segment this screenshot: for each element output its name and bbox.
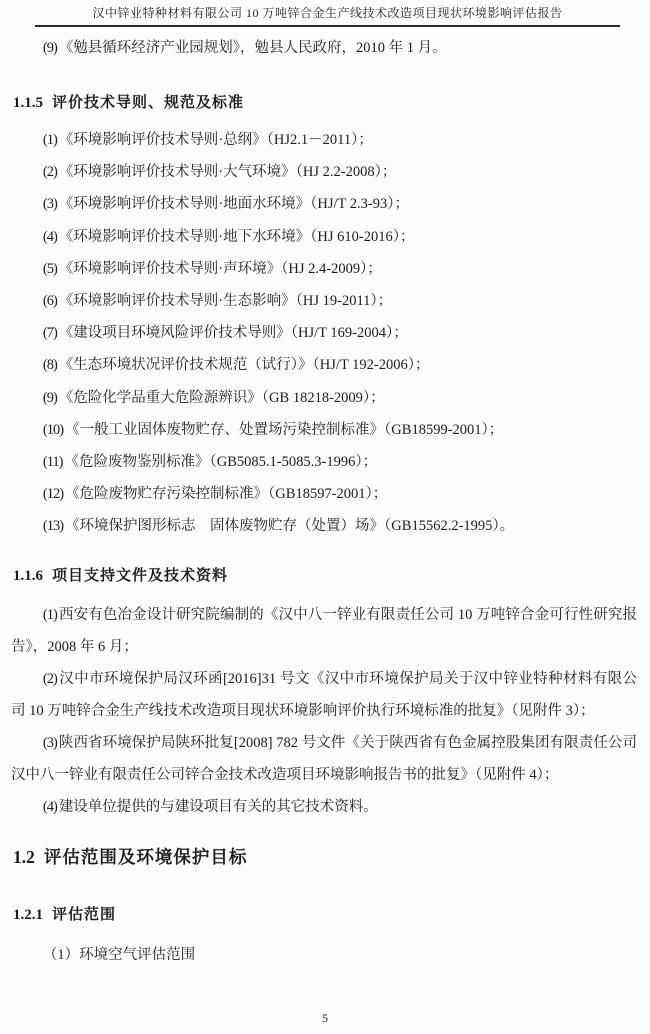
section-number: 1.1.5: [13, 95, 43, 111]
standard-item-text: 《环境影响评价技术导则·大气环境》（HJ 2.2-2008）；: [58, 164, 397, 181]
standard-item-number: (13): [42, 518, 64, 535]
page-number: 5: [322, 1011, 328, 1025]
standard-item-number: (12): [42, 486, 64, 503]
standard-item: [11, 382, 637, 414]
document-item-text: 汉中市环境保护局汉环函[2016]31 号文《汉中市环境保护局关于汉中锌业特种材料有限公司 10 万吨锌合金生产线技术改造项目现状环境影响评价执行环境标准的批复》（见附件 3）；: [11, 670, 637, 719]
section-heading-1-2: [13, 844, 637, 870]
standard-item-number: (11): [42, 454, 63, 471]
standard-item: [11, 221, 637, 253]
standard-item: [11, 253, 637, 285]
reference-item: [11, 32, 637, 64]
section-title: 项目支持文件及技术资料: [52, 566, 229, 584]
sub-heading-air-scope: （1）环境空气评估范围: [42, 946, 196, 963]
document-item: [11, 599, 637, 663]
document-item-text: 陕西省环境保护局陕环批复[2008] 782 号文件《关于陕西省有色金属控股集团有限责任公司汉中八一锌业有限责任公司锌合金技术改造项目环境影响报告书的批复》（见附件 4）；: [11, 734, 637, 783]
header-title: 汉中锌业特种材料有限公司 10 万吨锌合金生产线技术改造项目现状环境影响评估报告: [92, 6, 563, 20]
documents-list: [11, 599, 637, 823]
standard-item-number: (2): [42, 164, 57, 181]
document-item-text: 西安有色冶金设计研究院编制的《汉中八一锌业有限责任公司 10 万吨锌合金可行性研究报告》，2008 年 6 月；: [11, 606, 637, 655]
document-item-number: (2): [42, 670, 57, 687]
standard-item: [11, 414, 637, 446]
standard-item: [11, 478, 637, 510]
standard-item-number: (9): [42, 389, 57, 406]
standard-item-text: 《环境影响评价技术导则·地面水环境》（HJ/T 2.3-93）；: [58, 196, 409, 213]
standard-item-text: 《环境影响评价技术导则·总纲》（HJ2.1－2011）；: [58, 132, 373, 148]
document-item-number: (3): [42, 734, 57, 751]
standard-item-text: 《危险废物鉴别标准》（GB5085.1-5085.3-1996）；: [64, 454, 378, 471]
section-title: 评价技术导则、规范及标准: [52, 94, 245, 111]
standard-item-text: 《生态环境状况评价技术规范（试行）》（HJ/T 192-2006）；: [58, 357, 430, 374]
standard-item-text: 《建设项目环境风险评价技术导则》（HJ/T 169-2004）；: [58, 325, 408, 342]
standard-item-number: (7): [42, 325, 57, 342]
section-heading-1-1-6: [13, 565, 637, 587]
section-heading-1-2-1: [13, 904, 637, 926]
standard-item-number: (10): [42, 421, 64, 438]
document-item-number: (4): [42, 798, 57, 815]
page-body: [0, 32, 650, 971]
standards-list: [11, 124, 637, 543]
header-rule: [35, 25, 620, 27]
standard-item-number: (5): [42, 260, 57, 277]
standard-item: [11, 156, 637, 188]
standard-item-number: (4): [42, 228, 57, 245]
document-item-number: (1): [42, 606, 57, 623]
section-number: 1.1.6: [13, 567, 43, 584]
standard-item-text: 《危险化学品重大危险源辨识》（GB 18218-2009）；: [58, 389, 385, 406]
standard-item-text: 《环境影响评价技术导则·生态影响》（HJ 19-2011）；: [58, 293, 393, 310]
standard-item-number: (6): [42, 293, 57, 310]
page-header: [0, 0, 650, 27]
section-number: 1.2.1: [13, 906, 43, 923]
standard-item: [11, 349, 637, 381]
section-number: 1.2: [13, 846, 35, 867]
standard-item: [11, 510, 637, 542]
reference-item-number: (9): [42, 40, 57, 56]
document-item-text: 建设单位提供的与建设项目有关的其它技术资料。: [58, 798, 378, 815]
standard-item-number: (1): [42, 132, 57, 148]
standard-item-text: 《环境影响评价技术导则·地下水环境》（HJ 610-2016）；: [58, 228, 415, 245]
document-item: [11, 663, 637, 727]
reference-item-text: 《勉县循环经济产业园规划》，勉县人民政府，2010 年 1 月。: [58, 40, 447, 56]
standard-item: [11, 124, 637, 156]
standard-item-text: 《一般工业固体废物贮存、处置场污染控制标准》（GB18599-2001）；: [65, 421, 504, 438]
document-item: [11, 791, 637, 823]
standard-item: [11, 317, 637, 349]
standard-item-number: (3): [42, 196, 57, 213]
standard-item-text: 《环境保护图形标志 固体废物贮存（处置）场》（GB15562.2-1995）。: [65, 518, 515, 535]
standard-item: [11, 446, 637, 478]
standard-item: [11, 188, 637, 220]
standard-item-text: 《环境影响评价技术导则·声环境》（HJ 2.4-2009）；: [58, 260, 382, 277]
standard-item: [11, 285, 637, 317]
standard-item-text: 《危险废物贮存污染控制标准》（GB18597-2001）；: [65, 486, 388, 503]
page-footer: [0, 1011, 650, 1026]
section-title: 评估范围及环境保护目标: [43, 846, 248, 867]
standard-item-number: (8): [42, 357, 57, 374]
document-item: [11, 727, 637, 791]
section-heading-1-1-5: [13, 92, 637, 114]
section-title: 评估范围: [52, 905, 117, 923]
